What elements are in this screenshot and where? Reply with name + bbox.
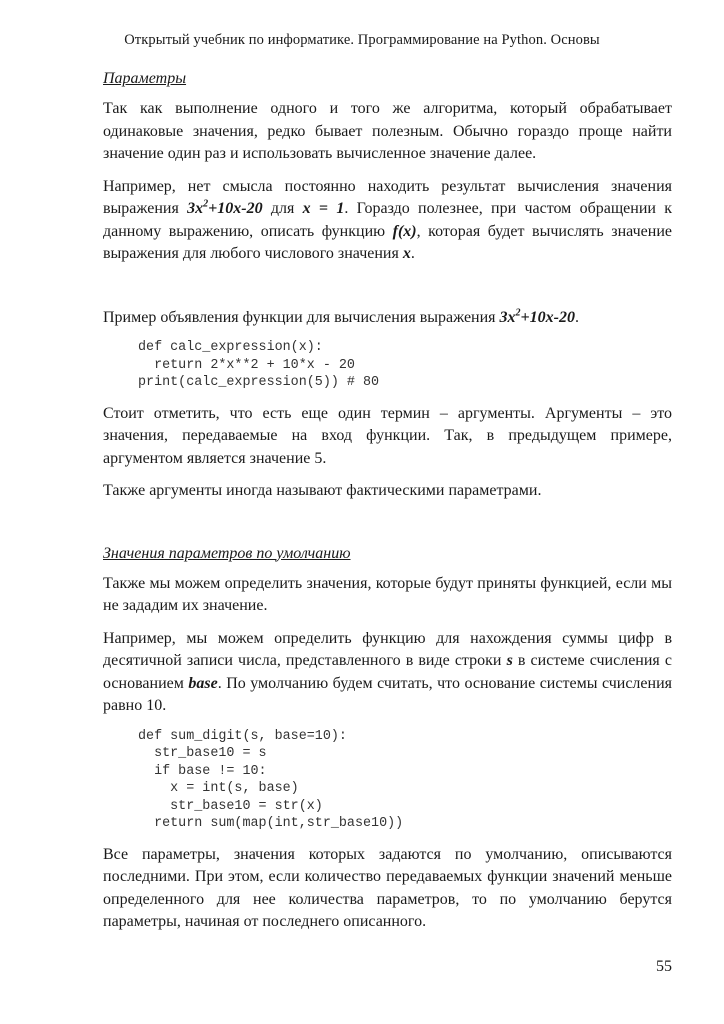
text-run: Например, мы можем определить функцию для нахождения суммы цифр в десятичной записи числа, представленного в виде строки bbox=[103, 629, 672, 669]
math-part: +10x-20 bbox=[520, 308, 575, 326]
page-number: 55 bbox=[656, 958, 672, 975]
text-run: в системе счисления с основанием bbox=[103, 652, 672, 692]
math-variable: x bbox=[402, 245, 411, 262]
spacer bbox=[103, 276, 672, 307]
code-line: str_base10 = s bbox=[138, 746, 267, 761]
paragraph: Все параметры, значения которых задаются по умолчанию, описываются последними. При этом, если количество передаваемых функции значений меньше определенного для нее количества параметров, то по умолчанию берутся параметры, начиная от последнего описанного. bbox=[103, 845, 672, 930]
paragraph: Так как выполнение одного и того же алгоритма, который обрабатывает одинаковые значения, редко бывает полезным. Обычно гораздо проще найти значение один раз и использовать вычисленное значение далее. bbox=[103, 100, 672, 162]
math-function: f(x) bbox=[392, 222, 417, 240]
code-line: str_base10 = str(x) bbox=[138, 798, 323, 814]
spacer bbox=[103, 513, 672, 543]
section-heading-default-values: Значения параметров по умолчанию bbox=[103, 544, 351, 562]
code-line: return sum(map(int,str_base10)) bbox=[138, 816, 404, 831]
text-run: . bbox=[574, 308, 579, 326]
page-content bbox=[103, 68, 672, 944]
text-run: , которая будет вычислять значение выражения для любого числового значения bbox=[103, 222, 672, 262]
code-block-sum-digit bbox=[103, 728, 672, 833]
paragraph: Также аргументы иногда называют фактическими параметрами. bbox=[103, 482, 542, 499]
math-exponent: 2 bbox=[203, 198, 209, 210]
math-variable: s bbox=[506, 652, 513, 669]
math-part: 3x bbox=[187, 200, 204, 217]
math-part: 3x bbox=[499, 308, 516, 326]
code-line: def calc_expression(x): bbox=[138, 340, 323, 355]
math-expression bbox=[500, 309, 575, 326]
text-run: . bbox=[410, 245, 415, 262]
math-variable: base bbox=[188, 674, 218, 692]
running-header: Открытый учебник по информатике. Программирование на Python. Основы bbox=[124, 32, 600, 48]
paragraph-example bbox=[103, 307, 672, 330]
code-line: def sum_digit(s, base=10): bbox=[138, 728, 347, 744]
code-block-calc-expression bbox=[103, 339, 672, 392]
math-equation: x = 1 bbox=[302, 200, 345, 217]
paragraph-expression bbox=[103, 176, 672, 266]
text-run: Пример объявления функции для вычисления выражения bbox=[103, 308, 500, 326]
code-line: if base != 10: bbox=[138, 763, 267, 779]
text-run: для bbox=[262, 200, 303, 217]
math-expression bbox=[187, 200, 262, 217]
code-line: print(calc_expression(5)) # 80 bbox=[138, 375, 380, 390]
text-run: Например, нет смысла постоянно находить результат вычисления значения выражения bbox=[103, 177, 672, 217]
section-heading-parameters: Параметры bbox=[103, 70, 187, 87]
math-part: +10x-20 bbox=[208, 200, 263, 217]
paragraph: Также мы можем определить значения, которые будут приняты функцией, если мы не зададим их значение. bbox=[103, 574, 672, 614]
paragraph-sum-digits bbox=[103, 628, 672, 718]
code-line: x = int(s, base) bbox=[138, 781, 299, 796]
paragraph: Стоит отметить, что есть еще один термин – аргументы. Аргументы – это значения, передаваемые на вход функции. Так, в предыдущем примере, аргументом является значение 5. bbox=[103, 404, 672, 467]
math-exponent: 2 bbox=[515, 307, 521, 319]
text-run: . Гораздо полезнее, при частом обращении к данному выражению, описать функцию bbox=[103, 200, 673, 240]
text-run: . По умолчанию будем считать, что основание системы счисления равно 10. bbox=[103, 674, 673, 714]
code-line: return 2*x**2 + 10*x - 20 bbox=[138, 357, 355, 373]
